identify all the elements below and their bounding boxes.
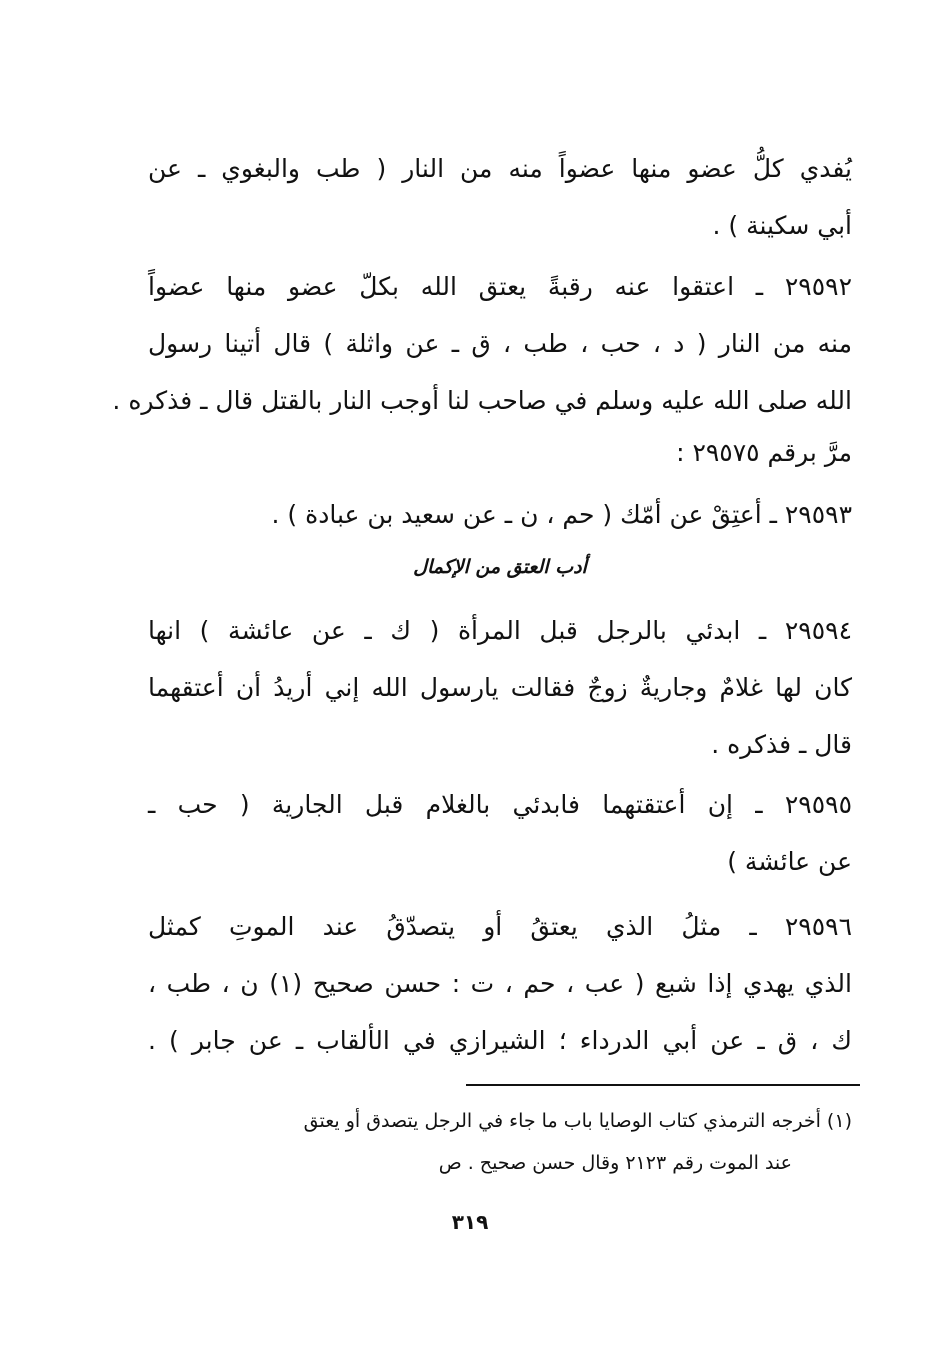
text-line: مرَّ برقم ٢٩٥٧٥ :	[676, 438, 852, 467]
hadith-29595	[148, 776, 852, 890]
text-line: منه من النار ( د ، حب ، طب ، ق ـ عن واثلة ) قال أتينا رسول	[148, 329, 852, 358]
footnote-line: (١) أخرجه الترمذي كتاب الوصايا باب ما جاء في الرجل يتصدق أو يعتق	[303, 1110, 852, 1132]
text-block-top	[148, 140, 852, 254]
text-line: ك ، ق ـ عن أبي الدرداء ؛ الشيرازي في الألقاب ـ عن جابر ) .	[148, 1026, 852, 1055]
hadith-29594	[148, 602, 852, 773]
text-line: ٢٩٥٩٤ ـ ابدئي بالرجل قبل المرأة ( ك ـ عن عائشة ) انها	[148, 616, 852, 645]
text-line: ٢٩٥٩٦ ـ مثلُ الذي يعتقُ أو يتصدّقُ عند الموتِ كمثل	[148, 912, 852, 941]
page-number: ٣١٩	[451, 1210, 489, 1234]
text-line: الله صلى الله عليه وسلم في صاحب لنا أوجب النار بالقتل قال ـ فذكره .	[112, 386, 852, 415]
text-line: عن عائشة )	[727, 847, 852, 876]
text-line: كان لها غلامٌ وجاريةٌ زوجٌ فقالت يارسول الله إني أريدُ أن أعتقهما	[148, 673, 852, 702]
text-line: قال ـ فذكره .	[711, 730, 852, 759]
footnote-line: عند الموت رقم ٢١٢٣ وقال حسن صحيح . ص	[438, 1152, 792, 1174]
hadith-29593	[148, 486, 852, 543]
section-heading: أدب العتق من الإكمال	[413, 556, 587, 578]
hadith-29596	[148, 898, 852, 1069]
text-line: الذي يهدي إذا شبع ( عب ، حم ، ت : حسن صحيح (١) ن ، طب ،	[148, 969, 852, 998]
footnote	[140, 1100, 852, 1184]
hadith-29592	[112, 258, 852, 477]
text-line: أبي سكينة ) .	[712, 211, 852, 240]
text-line: يُفدي كلُّ عضو منها عضواً منه من النار ( طب والبغوي ـ عن	[148, 154, 852, 183]
text-line: ٢٩٥٩٣ ـ أعتِقْ عن أمّك ( حم ، ن ـ عن سعيد بن عبادة ) .	[271, 500, 852, 529]
footnote-divider	[466, 1084, 860, 1086]
text-line: ٢٩٥٩٢ ـ اعتقوا عنه رقبةً يعتق الله بكلّ عضو منها عضواً	[148, 272, 852, 301]
text-line: ٢٩٥٩٥ ـ إن أعتقتهما فابدئي بالغلام قبل الجارية ( حب ـ	[148, 790, 852, 819]
